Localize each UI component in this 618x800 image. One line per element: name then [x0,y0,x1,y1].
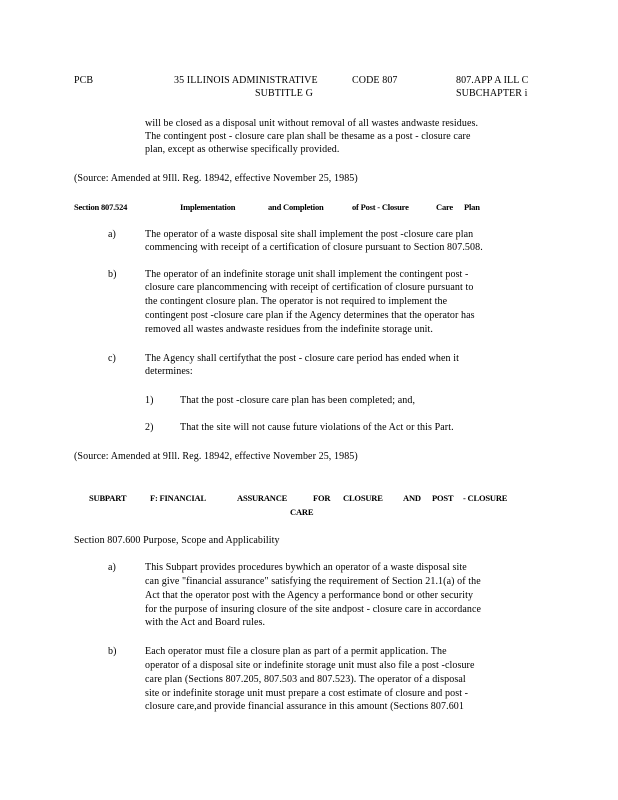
section-number: Section 807.524 [74,202,128,212]
subpart-heading-part: FOR [313,493,331,503]
paragraph-line: with the Act and Board rules. [145,617,266,628]
paragraph-line: operator of a disposal site or indefinite storage unit must also file a post -closure [145,660,475,671]
paragraph-line: site or indefinite storage unit must prepare a cost estimate of closure and post - [145,688,469,699]
paragraph-line: the contingent closure plan. The operator is not required to implement the [145,296,448,307]
subpart-heading-part: POST [432,493,454,503]
paragraph-line: closure care,and provide financial assurance in this amount (Sections 807.601 [145,701,464,712]
paragraph-line: Act that the operator post with the Agency a performance bond or other security [145,590,474,601]
paragraph-line: removed all wastes andwaste residues from the indefinite storage unit. [145,324,434,335]
subpart-heading-part: CARE [290,507,314,517]
header-subchapter: SUBCHAPTER i [456,88,528,99]
paragraph-line: can give "financial assurance" satisfying the requirement of Section 21.1(a) of the [145,576,481,587]
paragraph-line: for the purpose of insuring closure of the site andpost - closure care in accordance [145,604,482,615]
subpart-heading-part: SUBPART [89,493,127,503]
subpart-heading-part: AND [403,493,421,503]
section-title-part: Care [436,202,453,212]
section-title-part: and Completion [268,202,324,212]
section-title-part: of Post - Closure [352,202,409,212]
paragraph-line: This Subpart provides procedures bywhich an operator of a waste disposal site [145,562,467,573]
item-label: b) [108,269,117,280]
source-note: (Source: Amended at 9Ill. Reg. 18942, effective November 25, 1985) [74,173,358,184]
header-left: PCB [74,75,94,86]
source-note: (Source: Amended at 9Ill. Reg. 18942, effective November 25, 1985) [74,451,358,462]
subitem-number: 1) [145,395,154,406]
paragraph-line: determines: [145,366,193,377]
section-title-part: Implementation [180,202,236,212]
continuation-line: plan, except as otherwise specifically provided. [145,144,340,155]
continuation-line: The contingent post - closure care plan shall be thesame as a post - closure care [145,131,471,142]
subitem-text: That the site will not cause future violations of the Act or this Part. [180,422,454,433]
section-heading: Section 807.600 Purpose, Scope and Applicability [74,535,280,546]
header-code: CODE 807 [352,75,398,86]
subpart-heading-part: ASSURANCE [237,493,288,503]
paragraph-line: contingent post -closure care plan if the Agency determines that the operator has [145,310,475,321]
paragraph-line: commencing with receipt of a certification of closure pursuant to Section 807.508. [145,242,483,253]
header-subtitle: SUBTITLE G [255,88,313,99]
subitem-number: 2) [145,422,154,433]
item-label: b) [108,646,117,657]
subpart-heading-part: F: FINANCIAL [150,493,206,503]
paragraph-line: The Agency shall certifythat the post - closure care period has ended when it [145,353,459,364]
header-right: 807.APP A ILL C [456,75,529,86]
header-title: 35 ILLINOIS ADMINISTRATIVE [174,75,318,86]
item-label: a) [108,562,116,573]
paragraph-line: The operator of an indefinite storage unit shall implement the contingent post - [145,269,469,280]
item-label: a) [108,229,116,240]
subitem-text: That the post -closure care plan has been completed; and, [180,395,416,406]
subpart-heading-part: CLOSURE [343,493,383,503]
section-title-part: Plan [464,202,480,212]
paragraph-line: care plan (Sections 807.205, 807.503 and 807.523). The operator of a disposal [145,674,466,685]
subpart-heading-part: - CLOSURE [463,493,508,503]
continuation-line: will be closed as a disposal unit without removal of all wastes andwaste residues. [145,118,479,129]
item-label: c) [108,353,116,364]
paragraph-line: closure care plancommencing with receipt of certification of closure pursuant to [145,282,474,293]
paragraph-line: The operator of a waste disposal site shall implement the post -closure care plan [145,229,474,240]
paragraph-line: Each operator must file a closure plan as part of a permit application. The [145,646,447,657]
